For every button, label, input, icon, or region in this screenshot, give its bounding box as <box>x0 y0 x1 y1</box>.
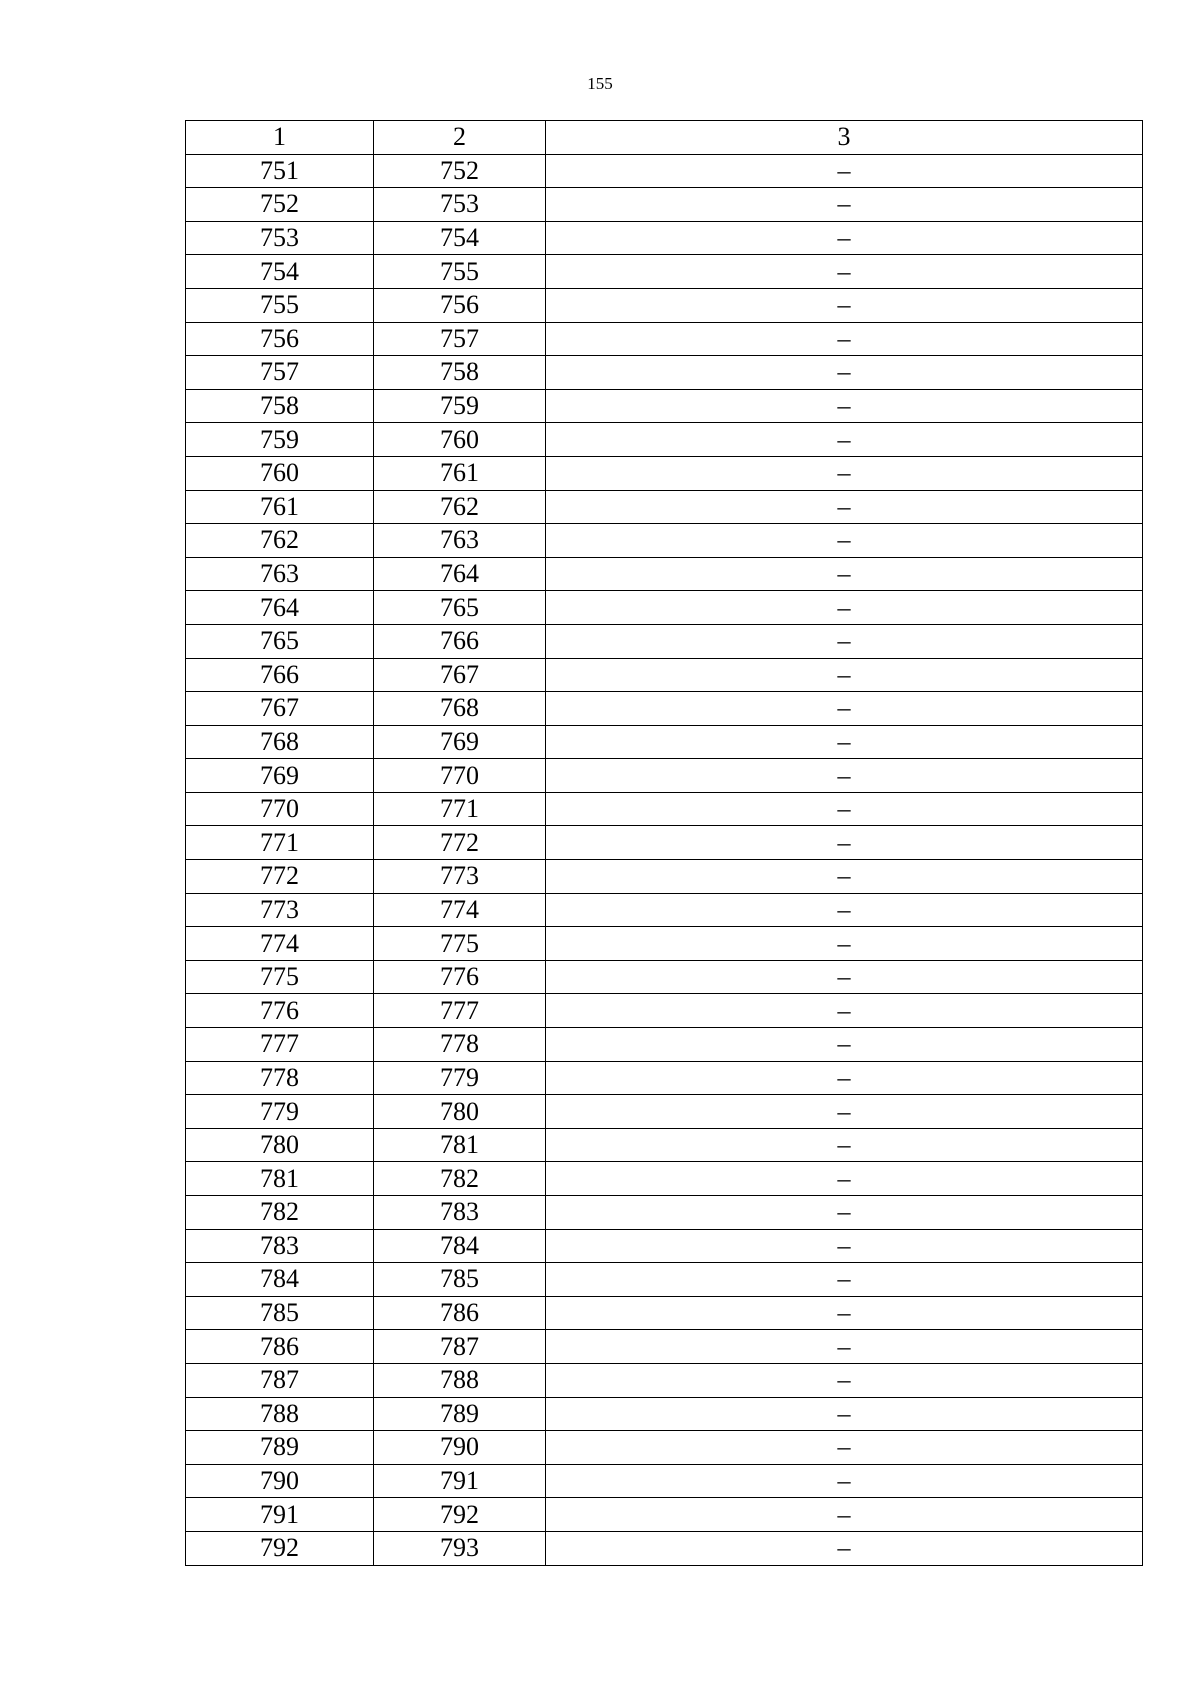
table-cell: 788 <box>186 1397 374 1431</box>
table-cell: – <box>546 1028 1143 1062</box>
table-cell: – <box>546 893 1143 927</box>
table-cell: 766 <box>374 624 546 658</box>
table-cell: 789 <box>186 1431 374 1465</box>
table-cell: 780 <box>186 1128 374 1162</box>
table-row <box>186 1095 1143 1129</box>
table-cell: 754 <box>186 255 374 289</box>
table-row <box>186 1296 1143 1330</box>
table-cell: 775 <box>186 960 374 994</box>
table-cell: 779 <box>374 1061 546 1095</box>
table-row <box>186 994 1143 1028</box>
table-row <box>186 1128 1143 1162</box>
table-cell: 754 <box>374 221 546 255</box>
table-row <box>186 221 1143 255</box>
table-cell: 757 <box>374 322 546 356</box>
table-cell: 758 <box>374 356 546 390</box>
table-cell: 761 <box>374 456 546 490</box>
table-cell: – <box>546 322 1143 356</box>
table-cell: 765 <box>186 624 374 658</box>
table-cell: – <box>546 860 1143 894</box>
table-cell: 771 <box>186 826 374 860</box>
table-cell: 783 <box>186 1229 374 1263</box>
table-row <box>186 456 1143 490</box>
table-row <box>186 524 1143 558</box>
table-cell: 759 <box>374 389 546 423</box>
table-row <box>186 1397 1143 1431</box>
table-row <box>186 1229 1143 1263</box>
table-cell: – <box>546 1229 1143 1263</box>
table-cell: 785 <box>186 1296 374 1330</box>
table-row <box>186 1431 1143 1465</box>
table-row <box>186 792 1143 826</box>
table-cell: – <box>546 1363 1143 1397</box>
table-cell: – <box>546 288 1143 322</box>
table-cell: – <box>546 188 1143 222</box>
table-cell: 766 <box>186 658 374 692</box>
table-cell: 767 <box>374 658 546 692</box>
table-cell: – <box>546 591 1143 625</box>
table-cell: 751 <box>186 154 374 188</box>
table-cell: 777 <box>374 994 546 1028</box>
table-cell: 792 <box>186 1531 374 1565</box>
table-cell: – <box>546 1128 1143 1162</box>
table-row <box>186 1363 1143 1397</box>
table-cell: 768 <box>186 725 374 759</box>
table-cell: 770 <box>374 759 546 793</box>
table-row <box>186 188 1143 222</box>
data-table <box>185 120 1143 1566</box>
table-row <box>186 927 1143 961</box>
table-cell: 781 <box>374 1128 546 1162</box>
table-cell: 764 <box>374 557 546 591</box>
table-cell: 789 <box>374 1397 546 1431</box>
table-cell: – <box>546 927 1143 961</box>
table-row <box>186 288 1143 322</box>
table-cell: 777 <box>186 1028 374 1062</box>
table-cell: – <box>546 490 1143 524</box>
table-cell: 779 <box>186 1095 374 1129</box>
table-cell: – <box>546 1162 1143 1196</box>
table-header-row <box>186 121 1143 155</box>
table-cell: 763 <box>374 524 546 558</box>
table-row <box>186 1263 1143 1297</box>
table-cell: 763 <box>186 557 374 591</box>
table-cell: – <box>546 557 1143 591</box>
column-header: 1 <box>186 121 374 155</box>
table-cell: 752 <box>186 188 374 222</box>
table-row <box>186 960 1143 994</box>
table-cell: – <box>546 1061 1143 1095</box>
table-cell: – <box>546 1263 1143 1297</box>
table-cell: – <box>546 692 1143 726</box>
table-cell: – <box>546 456 1143 490</box>
table-cell: 753 <box>186 221 374 255</box>
table-cell: – <box>546 1498 1143 1532</box>
table-cell: 787 <box>186 1363 374 1397</box>
table-row <box>186 1531 1143 1565</box>
table-cell: 775 <box>374 927 546 961</box>
table-cell: 759 <box>186 423 374 457</box>
table-cell: 783 <box>374 1196 546 1230</box>
table-cell: – <box>546 221 1143 255</box>
table-cell: 785 <box>374 1263 546 1297</box>
table-cell: 760 <box>374 423 546 457</box>
table-cell: 791 <box>186 1498 374 1532</box>
table-row <box>186 893 1143 927</box>
table-cell: 772 <box>186 860 374 894</box>
table-cell: 782 <box>186 1196 374 1230</box>
table-cell: 781 <box>186 1162 374 1196</box>
table-row <box>186 255 1143 289</box>
table-cell: 755 <box>374 255 546 289</box>
table-row <box>186 154 1143 188</box>
table-cell: 758 <box>186 389 374 423</box>
table-row <box>186 759 1143 793</box>
table-cell: 774 <box>374 893 546 927</box>
table-cell: 769 <box>374 725 546 759</box>
table-cell: 790 <box>374 1431 546 1465</box>
table-cell: – <box>546 658 1143 692</box>
table-cell: 770 <box>186 792 374 826</box>
table-row <box>186 1162 1143 1196</box>
table-cell: 790 <box>186 1464 374 1498</box>
table-row <box>186 356 1143 390</box>
column-header: 2 <box>374 121 546 155</box>
table-cell: – <box>546 1330 1143 1364</box>
table-row <box>186 692 1143 726</box>
table-cell: – <box>546 524 1143 558</box>
table-cell: 769 <box>186 759 374 793</box>
table-cell: 757 <box>186 356 374 390</box>
table-cell: 786 <box>374 1296 546 1330</box>
table-cell: – <box>546 960 1143 994</box>
table-cell: – <box>546 1464 1143 1498</box>
table-cell: 765 <box>374 591 546 625</box>
table-cell: – <box>546 356 1143 390</box>
table-cell: 771 <box>374 792 546 826</box>
table-cell: 776 <box>374 960 546 994</box>
page-number: 155 <box>587 74 613 93</box>
table-body <box>186 154 1143 1565</box>
table-cell: – <box>546 1431 1143 1465</box>
table-cell: 772 <box>374 826 546 860</box>
table-cell: – <box>546 1296 1143 1330</box>
table-cell: – <box>546 154 1143 188</box>
table-cell: – <box>546 826 1143 860</box>
table-cell: 767 <box>186 692 374 726</box>
table-cell: 761 <box>186 490 374 524</box>
table-row <box>186 1330 1143 1364</box>
table-cell: 768 <box>374 692 546 726</box>
table-cell: 778 <box>374 1028 546 1062</box>
table-cell: 762 <box>186 524 374 558</box>
table-cell: 773 <box>374 860 546 894</box>
table-row <box>186 557 1143 591</box>
table-row <box>186 1196 1143 1230</box>
table-cell: 788 <box>374 1363 546 1397</box>
table-cell: 756 <box>374 288 546 322</box>
table-cell: 774 <box>186 927 374 961</box>
table-cell: – <box>546 255 1143 289</box>
table-cell: – <box>546 1397 1143 1431</box>
table-cell: 756 <box>186 322 374 356</box>
table-cell: – <box>546 994 1143 1028</box>
table-row <box>186 322 1143 356</box>
table-cell: 782 <box>374 1162 546 1196</box>
table-row <box>186 725 1143 759</box>
table-cell: – <box>546 423 1143 457</box>
table-row <box>186 389 1143 423</box>
table-cell: – <box>546 1531 1143 1565</box>
table-cell: 753 <box>374 188 546 222</box>
table-cell: 755 <box>186 288 374 322</box>
table-cell: 773 <box>186 893 374 927</box>
table-cell: – <box>546 389 1143 423</box>
table-row <box>186 826 1143 860</box>
table-cell: 784 <box>186 1263 374 1297</box>
table-row <box>186 658 1143 692</box>
table-cell: – <box>546 792 1143 826</box>
table-cell: 792 <box>374 1498 546 1532</box>
table-cell: 778 <box>186 1061 374 1095</box>
table-cell: 762 <box>374 490 546 524</box>
table-cell: 787 <box>374 1330 546 1364</box>
table-cell: 791 <box>374 1464 546 1498</box>
table-cell: 780 <box>374 1095 546 1129</box>
table-row <box>186 1061 1143 1095</box>
table-row <box>186 1498 1143 1532</box>
column-header: 3 <box>546 121 1143 155</box>
table-row <box>186 490 1143 524</box>
table-row <box>186 1028 1143 1062</box>
table-cell: – <box>546 1095 1143 1129</box>
table-cell: 784 <box>374 1229 546 1263</box>
table-cell: 752 <box>374 154 546 188</box>
table-row <box>186 423 1143 457</box>
table-cell: 793 <box>374 1531 546 1565</box>
table-row <box>186 1464 1143 1498</box>
table-cell: – <box>546 624 1143 658</box>
table-cell: – <box>546 725 1143 759</box>
table-row <box>186 860 1143 894</box>
table-row <box>186 591 1143 625</box>
table-cell: – <box>546 759 1143 793</box>
table-row <box>186 624 1143 658</box>
table-cell: 764 <box>186 591 374 625</box>
table-cell: – <box>546 1196 1143 1230</box>
table-cell: 760 <box>186 456 374 490</box>
table-cell: 786 <box>186 1330 374 1364</box>
table-cell: 776 <box>186 994 374 1028</box>
